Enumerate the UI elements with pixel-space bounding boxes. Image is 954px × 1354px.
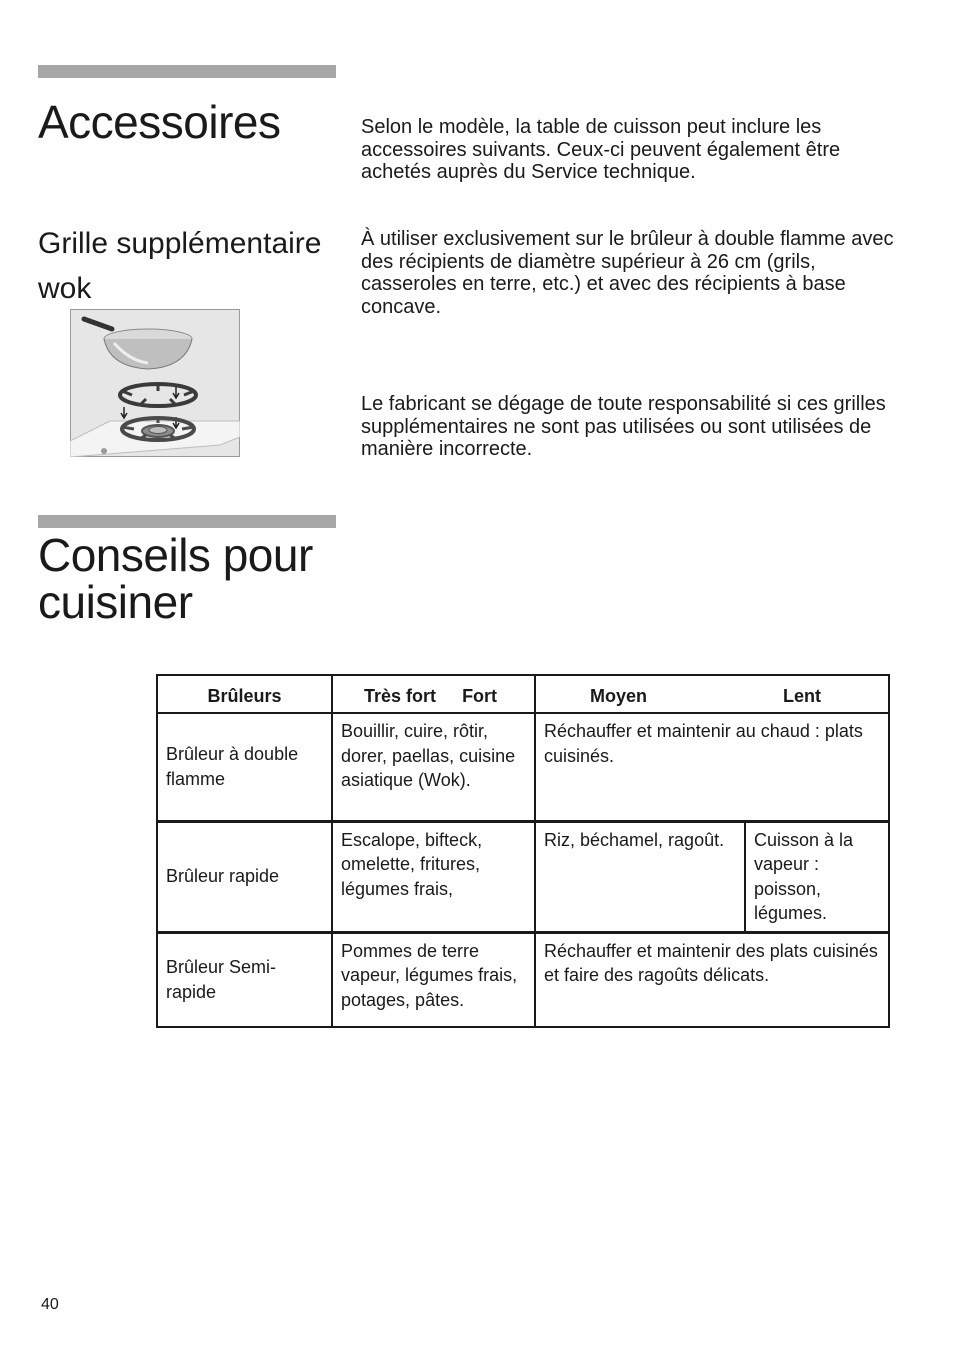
cooking-tips-table (156, 674, 890, 1028)
table-header-row (157, 675, 889, 713)
tips-title-line2: cuisiner (38, 576, 193, 628)
wok-grid-title-line2: wok (38, 272, 92, 305)
header-medium-slow (535, 675, 889, 713)
slow-cell: Cuisson à la vapeur : poisson, légumes. (745, 821, 889, 932)
medium-cell: Riz, béchamel, ragoût. (535, 821, 745, 932)
wok-grid-title-line1: Grille supplémentaire (38, 227, 322, 260)
header-medium: Moyen (590, 686, 648, 707)
header-burners: Brûleurs (157, 675, 332, 713)
strong-cell: Pommes de terre vapeur, légumes frais, potages, pâtes. (332, 932, 535, 1027)
burner-cell: Brûleur Semi-rapide (157, 932, 332, 1027)
section-bar-tips (38, 515, 336, 528)
table-row (157, 713, 889, 821)
section-bar-accessories (38, 65, 336, 78)
strong-cell: Bouillir, cuire, rôtir, dorer, paellas, cuisine asiatique (Wok). (332, 713, 535, 821)
medium-slow-cell: Réchauffer et maintenir des plats cuisinés et faire des ragoûts délicats. (535, 932, 889, 1027)
burner-cell: Brûleur à double flamme (157, 713, 332, 821)
tips-title (38, 529, 313, 628)
table-row (157, 821, 889, 932)
strong-cell: Escalope, bifteck, omelette, fritures, légumes frais, (332, 821, 535, 932)
tips-title-line1: Conseils pour (38, 529, 313, 581)
medium-slow-cell: Réchauffer et maintenir au chaud : plats cuisinés. (535, 713, 889, 821)
burner-cell: Brûleur rapide (157, 821, 332, 932)
accessories-intro: Selon le modèle, la table de cuisson peut inclure les accessoires suivants. Ceux-ci peuvent également être achetés auprès du Service technique. (361, 116, 841, 183)
wok-grid-illustration (70, 309, 240, 457)
page-number: 40 (41, 1296, 59, 1313)
header-strong: Fort (462, 686, 498, 707)
header-very-strong: Très fort (364, 686, 437, 707)
wok-grid-description: À utiliser exclusivement sur le brûleur à double flamme avec des récipients de diamètre supérieur à 26 cm (grils, casseroles en terre, etc.) et avec des récipients à base concave. (361, 228, 894, 318)
accessories-title: Accessoires (38, 96, 281, 148)
wok-grid-title (38, 221, 321, 311)
header-very-strong-strong (332, 675, 535, 713)
header-slow: Lent (783, 686, 822, 707)
table-row (157, 932, 889, 1027)
disclaimer-text: Le fabricant se dégage de toute responsabilité si ces grilles supplémentaires ne sont pas utilisées ou sont utilisées de manière incorrecte. (361, 393, 886, 460)
wok-on-burner-image (70, 309, 240, 457)
